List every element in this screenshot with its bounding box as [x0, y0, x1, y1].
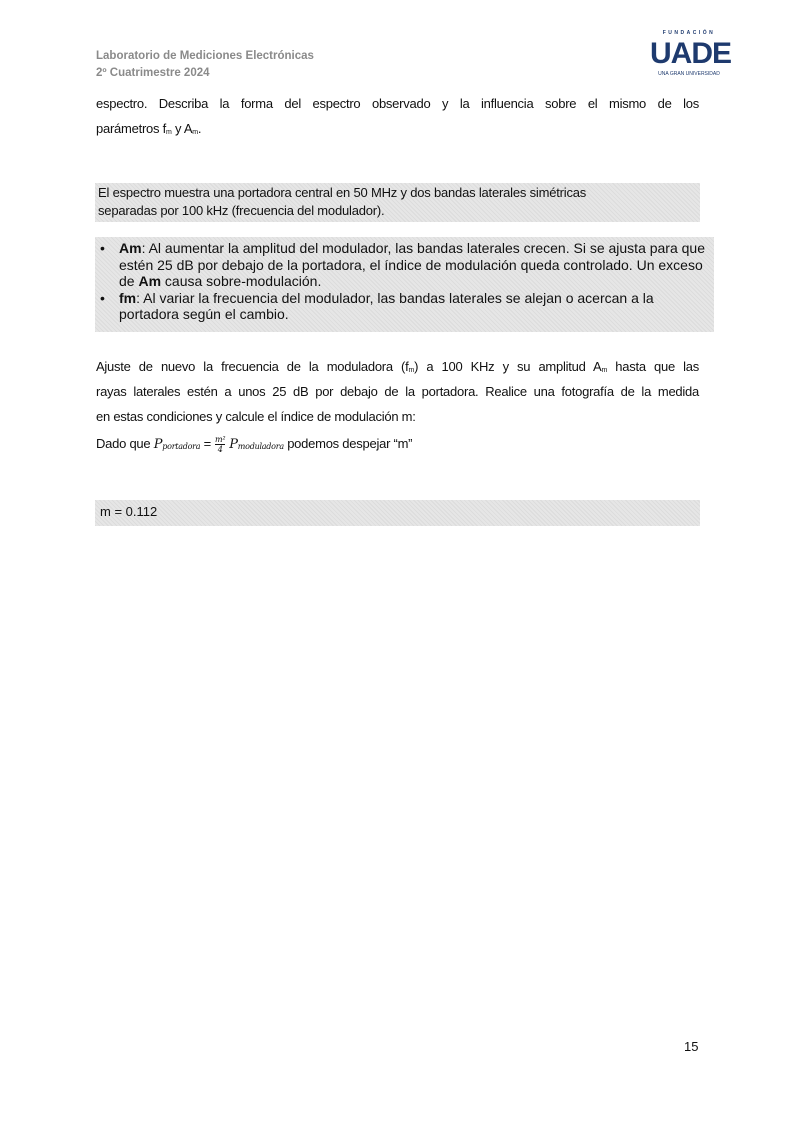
- intro-line: espectro. Describa la forma del espectro observado y la influencia sobre el mismo de los: [96, 96, 699, 111]
- intro-line: parámetros $f_m$ y $A_m$.: [96, 121, 202, 136]
- logo-name: UADE: [650, 37, 732, 70]
- page-number: 15: [684, 1039, 699, 1054]
- answer-line: separadas por 100 kHz (frecuencia del modulador).: [98, 203, 385, 218]
- logo-top: FUNDACIÓN: [662, 30, 716, 36]
- document-header: [96, 48, 314, 82]
- question-line: rayas laterales estén a unos 25 dB por debajo de la portadora. Realice una fotografía de la medida: [96, 384, 699, 399]
- question-line: en estas condiciones y calcule el índice de modulación m:: [96, 409, 416, 424]
- intro-paragraph: [96, 91, 699, 141]
- list-item: • fm: Al variar la frecuencia del modulador, las bandas laterales se alejan o acercan a la portadora según el cambio.: [119, 290, 710, 323]
- semester: 2º Cuatrimestre 2024: [96, 67, 210, 79]
- fraction: $\frac{\text{m²}}{4}$: [215, 435, 226, 455]
- answer-line: El espectro muestra una portadora central en 50 MHz y dos bandas laterales simétricas: [98, 185, 587, 200]
- uade-logo: [650, 30, 732, 78]
- course-title: Laboratorio de Mediciones Electrónicas: [96, 50, 314, 62]
- question-line: Ajuste de nuevo la frecuencia de la moduladora $(f_m)$ a 100 KHz y su amplitud $A_m$ hasta que las: [96, 359, 699, 374]
- question-paragraph: [96, 354, 699, 457]
- formula-line: Dado que $P_{portadora}$ = $\frac{\text{m²}}{4}$ $P_{moduladora}$ podemos despejar “m”: [96, 435, 413, 455]
- list-item: • Am: Al aumentar la amplitud del modulador, las bandas laterales crecen. Si se ajusta para que estén 25 dB por debajo de la portadora, el índice de modulación queda controlado. Un exceso de Am causa sobre-modulación.: [119, 240, 710, 290]
- bullet-list: [95, 240, 714, 323]
- answer-box-result: [95, 500, 700, 526]
- modulation-index-result: m = 0.112: [100, 504, 158, 519]
- answer-box-spectrum: [95, 183, 700, 222]
- answer-box-parameters: [95, 237, 714, 332]
- logo-tagline: UNA GRAN UNIVERSIDAD: [658, 71, 720, 77]
